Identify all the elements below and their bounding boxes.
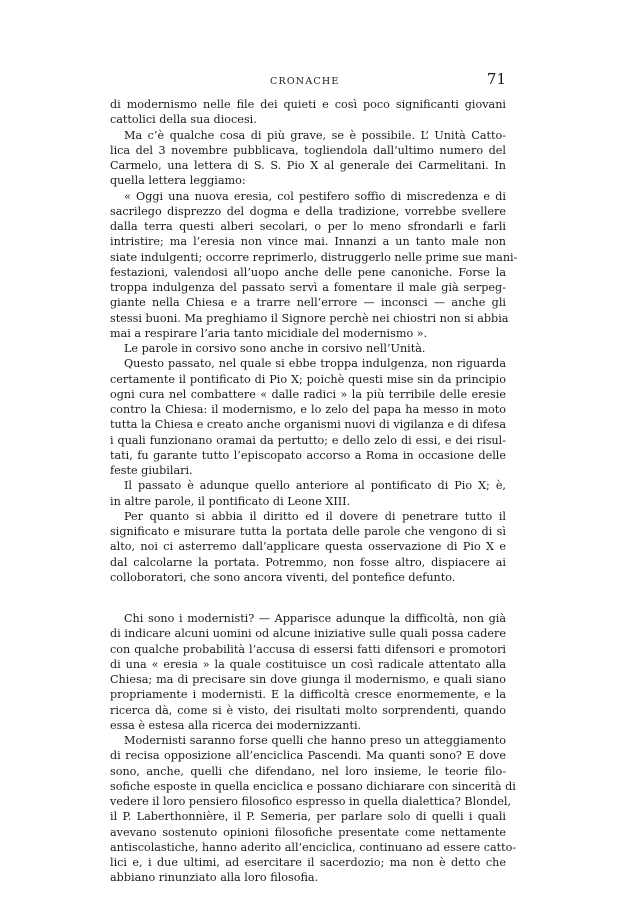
text-line: Per quanto si abbia il diritto ed il dovere di penetrare tutto il	[124, 509, 506, 523]
text-line: di una « eresia » la quale costituisce un così radicale attentato alla	[110, 657, 506, 671]
quote-line: mai a respirare l’aria tanto micidiale del modernismo ».	[110, 326, 428, 340]
text-line: alto, noi ci asterremo dall’applicare questa osservazione di Pio X e	[110, 540, 506, 554]
text-line: lici e, i due ultimi, ad esercitare il sacerdozio; ma non è detto che	[110, 856, 506, 869]
text-line: certamente il pontificato di Pio X; poichè questi mise sin da principio	[110, 372, 506, 386]
text-line: Chiesa; ma di precisare sin dove giunga il modernismo, e quali siano	[110, 673, 506, 686]
text-line: cattolici della sua diocesi.	[110, 113, 257, 127]
text-line: di indicare alcuni uomini od alcune iniziative sulle quali possa cadere	[110, 627, 506, 641]
quote-line: festazioni, valendosi all’uopo anche delle pene canoniche. Forse la	[110, 265, 506, 279]
text-line: tati, fu garante tutto l’episcopato accorso a Roma in occasione delle	[110, 448, 506, 462]
text-line: significato e misurare tutta la portata delle parole che vengono di sì	[110, 525, 506, 538]
quote-line: sacrilego disprezzo del dogma e della tradizione, vorrebbe svellere	[110, 204, 506, 218]
text-line: Carmelo, una lettera di S. S. Pio X al generale dei Carmelitani. In	[110, 159, 506, 172]
quote-line: stessi buoni. Ma preghiamo il Signore perchè nei chiostri non si abbia	[110, 311, 509, 325]
text-line: Questo passato, nel quale si ebbe troppa indulgenza, non riguarda	[124, 357, 506, 371]
page-number: 71	[486, 70, 506, 88]
text-line: lica del 3 novembre pubblicava, togliendola dall’ultimo numero del	[110, 143, 506, 157]
text-line: antiscolastiche, hanno aderito all’enciclica, continuano ad essere catto-	[110, 840, 517, 854]
quote-line: « Oggi una nuova eresia, col pestifero soffio di miscredenza e di	[124, 189, 506, 203]
page-header	[110, 70, 506, 90]
text-line: Il passato è adunque quello anteriore al pontificato di Pio X; è,	[124, 479, 506, 493]
quote-line: dalla terra questi alberi secolari, o per lo meno sfrondarli e farli	[110, 220, 506, 233]
text-line: colloboratori, che sono ancora viventi, del pontefice defunto.	[110, 570, 456, 584]
text-line: tutta la Chiesa e creato anche organismi nuovi di vigilanza e di difesa	[110, 418, 506, 432]
text-line: sono, anche, quelli che difendano, nel loro insieme, le teorie filo-	[110, 764, 506, 778]
section-heading-line: Chi sono i modernisti? — Apparisce adunque la difficoltà, non già	[124, 612, 506, 625]
text-line: in altre parole, il pontificato di Leone XIII.	[110, 494, 351, 508]
text-line: sofiche esposte in quella enciclica e possano dichiarare con sincerità di	[110, 779, 516, 793]
section-gap	[110, 585, 506, 611]
text-line: feste giubilari.	[110, 464, 193, 477]
text-line: quella lettera leggiamo:	[110, 174, 246, 188]
text-line: Le parole in corsivo sono anche in corsivo nell’Unità.	[124, 342, 426, 355]
text-line: il P. Laberthonnière, il P. Semeria, per parlare solo di quelli i quali	[110, 810, 506, 824]
text-line: dal calcolarne la portata. Potremmo, non fosse altro, dispiacere ai	[110, 555, 506, 569]
text-line: essa è estesa alla ricerca dei modernizzanti.	[110, 718, 362, 732]
text-line: abbiano rinunziato alla loro filosofia.	[110, 871, 319, 885]
quote-line: giante nella Chiesa e a trarre nell’errore — inconsci — anche gli	[110, 296, 506, 310]
quote-line: intristire; ma l’eresia non vince mai. Innanzi a un tanto male non	[110, 235, 506, 249]
text-line: avevano sostenuto opinioni filosofiche presentate come nettamente	[110, 825, 506, 839]
running-title: CRONACHE	[270, 76, 340, 87]
text-line: di modernismo nelle file dei quieti e così poco significanti giovani	[110, 98, 506, 111]
text-line: con qualche probabilità l’accusa di essersi fatti difensori e promotori	[110, 642, 506, 656]
text-line: vedere il loro pensiero filosofico espresso in quella dialettica? Blondel,	[110, 795, 512, 808]
page-body	[110, 97, 518, 886]
text-line: ricerca dà, come si è visto, dei risultati molto sorprendenti, quando	[110, 703, 506, 717]
text-line: i quali funzionano oramai da pertutto; e dello zelo di essi, e dei risul-	[110, 433, 506, 447]
text-line: contro la Chiesa: il modernismo, e lo zelo del papa ha messo in moto	[110, 403, 506, 416]
text-line: Ma c’è qualche cosa di più grave, se è possibile. L’ Unità Catto-	[124, 128, 506, 142]
text-line: Modernisti saranno forse quelli che hanno preso un atteggiamento	[124, 734, 506, 747]
quote-line: siate indulgenti; occorre reprimerlo, distruggerlo nelle prime sue mani-	[110, 250, 518, 264]
text-line: ogni cura nel combattere « dalle radici » la più terribile delle eresie	[110, 387, 506, 401]
quote-line: troppa indulgenza del passato servì a fomentare il male già serpeg-	[110, 281, 506, 294]
text-line: propriamente i modernisti. E la difficoltà cresce enormemente, e la	[110, 688, 506, 702]
text-line: di recisa opposizione all’enciclica Pascendi. Ma quanti sono? E dove	[110, 749, 506, 763]
